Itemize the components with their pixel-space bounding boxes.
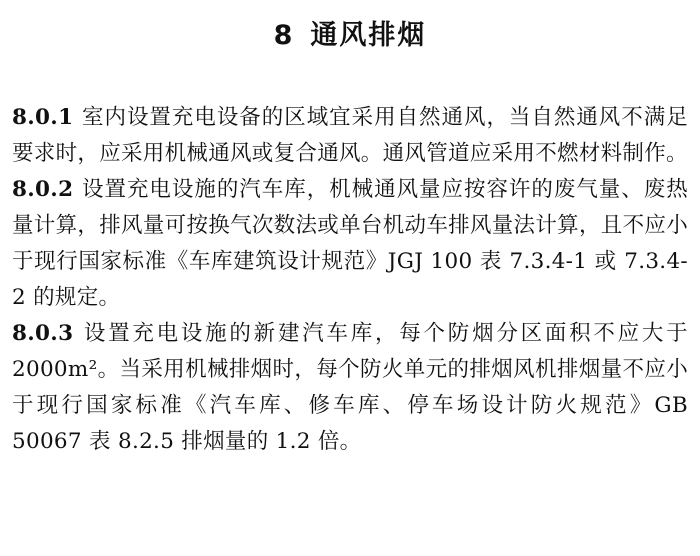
chapter-content [12,100,688,460]
chapter-number: 8 [273,20,295,51]
clause-number: 8.0.3 [12,321,74,346]
clause-8-0-1 [12,100,688,172]
clause-number: 8.0.2 [12,177,74,202]
clause-text: 室内设置充电设备的区域宜采用自然通风，当自然通风不满足要求时，应采用机械通风或复合通风。通风管道应采用不燃材料制作。 [12,105,688,166]
clause-8-0-3 [12,316,688,460]
clause-text: 设置充电设施的汽车库，机械通风量应按容许的废气量、废热量计算，排风量可按换气次数法或单台机动车排风量法计算，且不应小于现行国家标准《车库建筑设计规范》JGJ 100 表 7.3.4-1 或 7.3.4-2 的规定。 [12,177,688,310]
clause-text: 设置充电设施的新建汽车库，每个防烟分区面积不应大于 2000m²。当采用机械排烟时，每个防火单元的排烟风机排烟量不应小于现行国家标准《汽车库、修车库、停车场设计防火规范》GB 50067 表 8.2.5 排烟量的 1.2 倍。 [12,321,688,454]
clause-8-0-2 [12,172,688,316]
chapter-title [12,14,688,58]
chapter-title-text: 通风排烟 [310,20,427,51]
clause-number: 8.0.1 [12,105,74,130]
